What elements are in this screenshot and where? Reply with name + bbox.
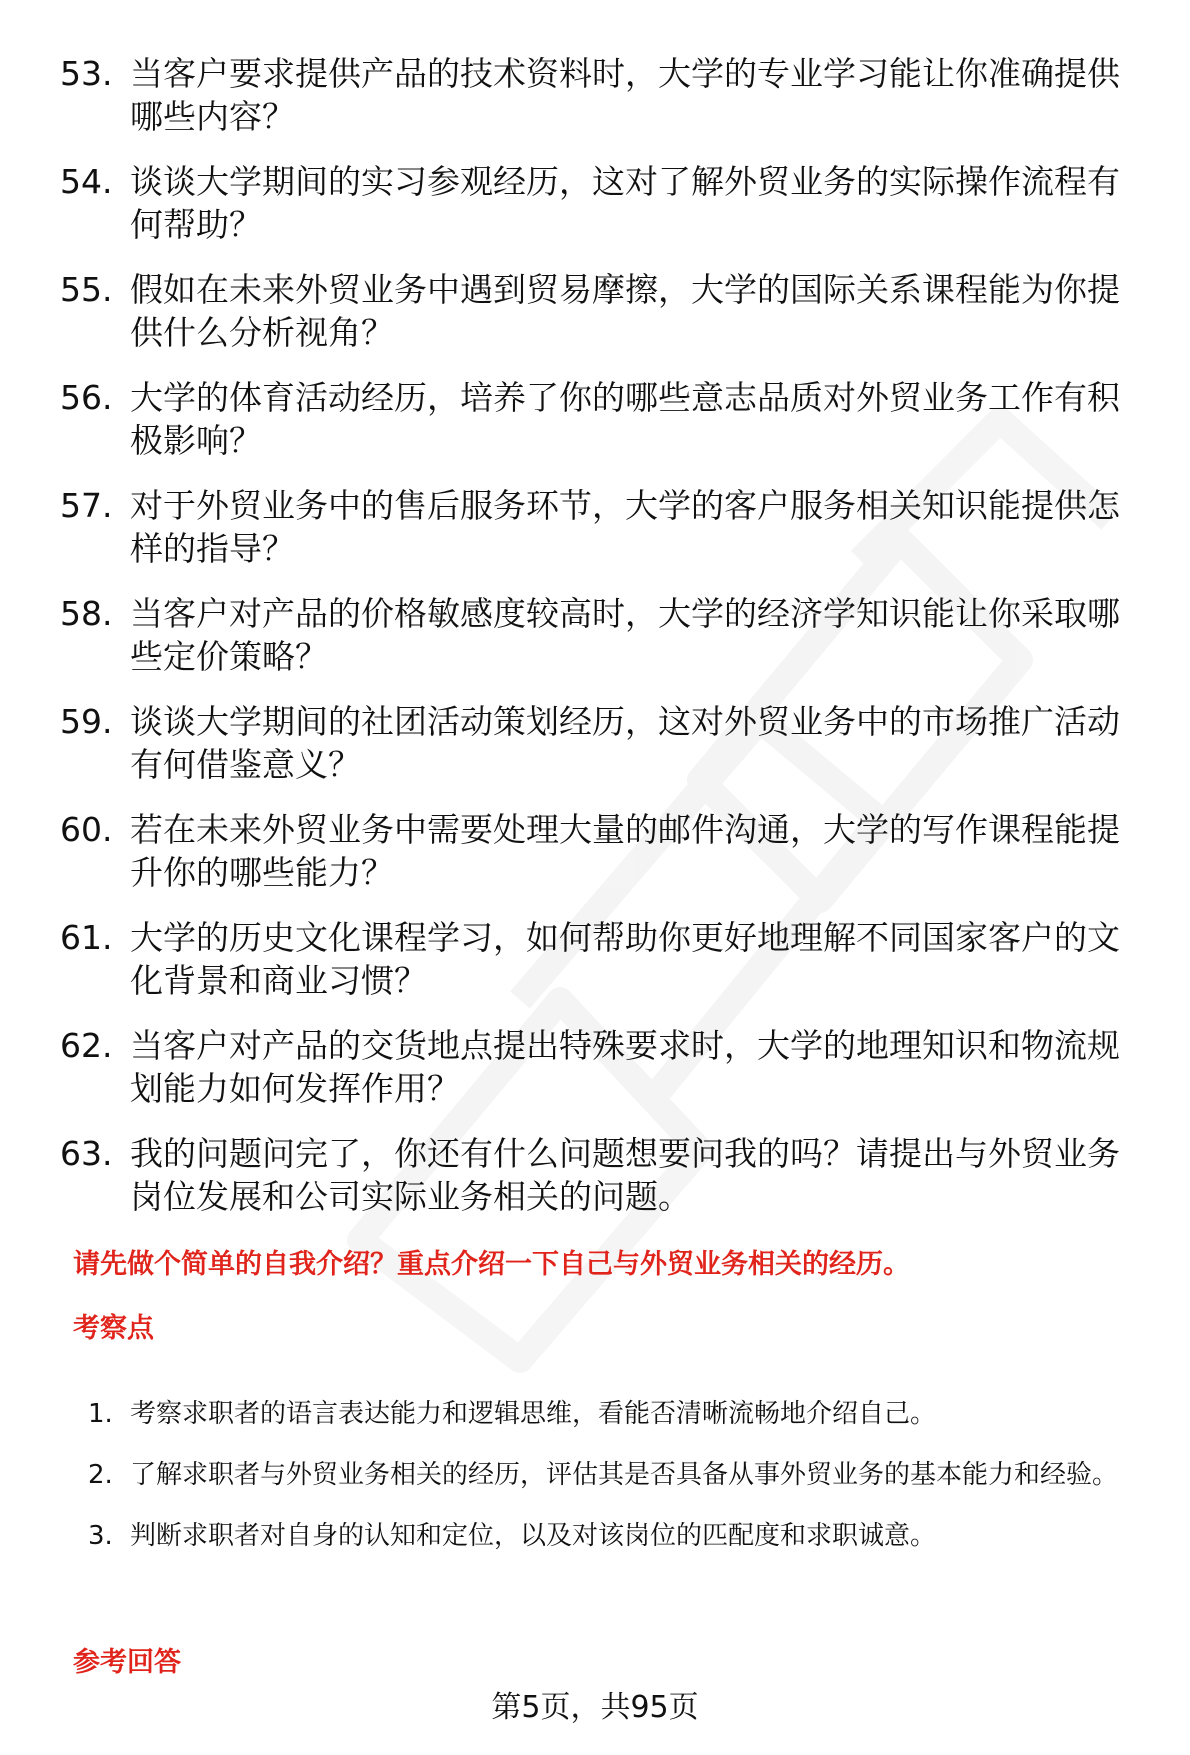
- assessment-point: [88, 1445, 1148, 1506]
- question-text: 假如在未来外贸业务中遇到贸易摩擦，大学的国际关系课程能为你提供什么分析视角？: [130, 270, 1120, 352]
- question-item: [60, 268, 1140, 354]
- assessment-points-list: [88, 1384, 1148, 1567]
- question-number: 57.: [60, 486, 113, 525]
- question-text: 谈谈大学期间的实习参观经历，这对了解外贸业务的实际操作流程有何帮助？: [130, 162, 1120, 244]
- question-item: [60, 376, 1140, 462]
- question-number: 56.: [60, 378, 113, 417]
- question-number: 55.: [60, 270, 113, 309]
- question-number: 63.: [60, 1134, 113, 1173]
- question-text: 对于外贸业务中的售后服务环节，大学的客户服务相关知识能提供怎样的指导？: [130, 486, 1120, 568]
- question-item: [60, 700, 1140, 786]
- point-text: 了解求职者与外贸业务相关的经历，评估其是否具备从事外贸业务的基本能力和经验。: [130, 1460, 1119, 1490]
- question-item: [60, 1132, 1140, 1218]
- assessment-point: [88, 1506, 1148, 1567]
- point-text: 考察求职者的语言表达能力和逻辑思维，看能否清晰流畅地介绍自己。: [130, 1399, 937, 1429]
- question-text: 大学的体育活动经历，培养了你的哪些意志品质对外贸业务工作有积极影响？: [130, 378, 1120, 460]
- reference-answer-heading: 参考回答: [73, 1647, 181, 1678]
- question-number: 53.: [60, 54, 113, 93]
- question-text: 当客户对产品的交货地点提出特殊要求时，大学的地理知识和物流规划能力如何发挥作用？: [130, 1026, 1120, 1108]
- intro-question-heading: 请先做个简单的自我介绍？重点介绍一下自己与外贸业务相关的经历。: [73, 1249, 910, 1280]
- question-number: 60.: [60, 810, 113, 849]
- question-item: [60, 1024, 1140, 1110]
- question-item: [60, 160, 1140, 246]
- question-item: [60, 52, 1140, 138]
- question-text: 若在未来外贸业务中需要处理大量的邮件沟通，大学的写作课程能提升你的哪些能力？: [130, 810, 1120, 892]
- question-number: 54.: [60, 162, 113, 201]
- question-list: [60, 52, 1140, 1240]
- point-text: 判断求职者对自身的认知和定位，以及对该岗位的匹配度和求职诚意。: [130, 1521, 937, 1551]
- question-text: 当客户要求提供产品的技术资料时，大学的专业学习能让你准确提供哪些内容？: [130, 54, 1120, 136]
- question-number: 59.: [60, 702, 113, 741]
- question-text: 我的问题问完了，你还有什么问题想要问我的吗？请提出与外贸业务岗位发展和公司实际业务相关的问题。: [130, 1134, 1120, 1216]
- question-item: [60, 592, 1140, 678]
- assessment-points-heading: 考察点: [73, 1313, 154, 1344]
- question-number: 62.: [60, 1026, 113, 1065]
- point-number: 1.: [88, 1399, 113, 1429]
- point-number: 3.: [88, 1521, 113, 1551]
- page-number-footer: 第5页，共95页: [491, 1690, 699, 1725]
- question-text: 大学的历史文化课程学习，如何帮助你更好地理解不同国家客户的文化背景和商业习惯？: [130, 918, 1120, 1000]
- question-item: [60, 916, 1140, 1002]
- question-number: 58.: [60, 594, 113, 633]
- question-item: [60, 808, 1140, 894]
- question-text: 当客户对产品的价格敏感度较高时，大学的经济学知识能让你采取哪些定价策略？: [130, 594, 1120, 676]
- question-item: [60, 484, 1140, 570]
- point-number: 2.: [88, 1460, 113, 1490]
- assessment-point: [88, 1384, 1148, 1445]
- question-number: 61.: [60, 918, 113, 957]
- question-text: 谈谈大学期间的社团活动策划经历，这对外贸业务中的市场推广活动有何借鉴意义？: [130, 702, 1120, 784]
